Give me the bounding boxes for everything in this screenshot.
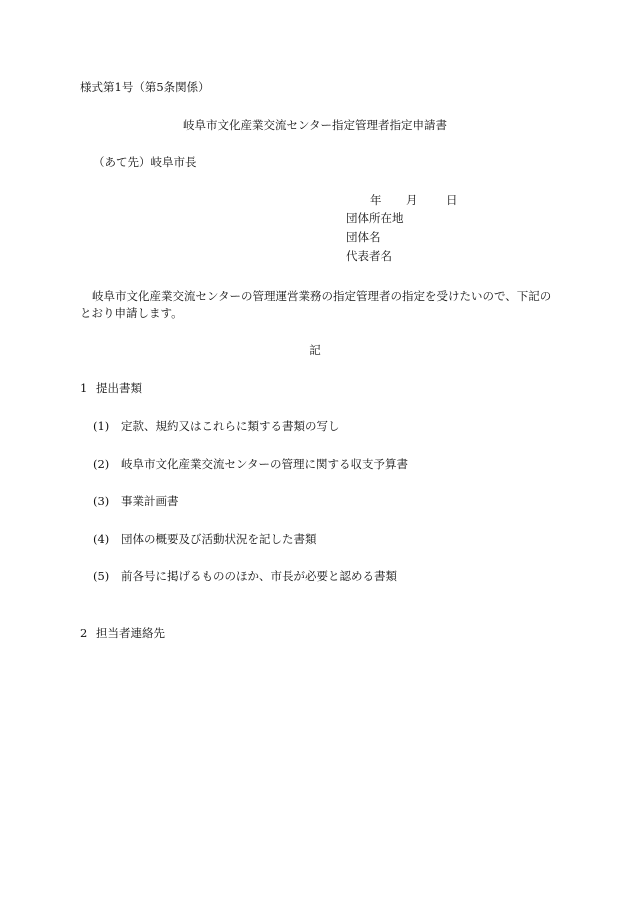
item-text: 定款、規約又はこれらに類する書類の写し	[121, 419, 340, 433]
date-year-label: 年	[370, 193, 382, 207]
list-item	[93, 570, 397, 584]
list-item	[93, 533, 317, 547]
list-item	[93, 458, 408, 472]
section-number: 1	[80, 381, 88, 395]
section-title: 提出書類	[96, 381, 142, 395]
application-statement: 岐阜市文化産業交流センターの管理運営業務の指定管理者の指定を受けたいので、下記のとおり申請します。	[80, 289, 552, 320]
ki-heading: 記	[309, 343, 321, 357]
applicant-representative-label: 代表者名	[346, 249, 392, 263]
addressee: （あて先）岐阜市長	[93, 155, 197, 169]
section-heading-contact	[80, 627, 165, 641]
section-number: 2	[80, 626, 88, 640]
item-text: 事業計画書	[121, 494, 179, 508]
section-heading-documents	[80, 382, 142, 396]
date-month-label: 月	[406, 193, 418, 207]
document-title: 岐阜市文化産業交流センター指定管理者指定申請書	[182, 118, 448, 132]
item-number: (3)	[93, 494, 110, 508]
section-title: 担当者連絡先	[96, 626, 165, 640]
form-number: 様式第1号（第5条関係）	[80, 80, 210, 94]
item-number: (1)	[93, 419, 110, 433]
list-item	[93, 420, 340, 434]
item-text: 前各号に掲げるもののほか、市長が必要と認める書類	[121, 569, 397, 583]
item-number: (4)	[93, 532, 110, 546]
list-item	[93, 495, 179, 509]
applicant-name-label: 団体名	[346, 230, 381, 244]
item-number: (5)	[93, 569, 110, 583]
item-text: 岐阜市文化産業交流センターの管理に関する収支予算書	[121, 457, 409, 471]
date-line	[370, 194, 458, 208]
item-text: 団体の概要及び活動状況を記した書類	[121, 532, 317, 546]
date-day-label: 日	[446, 193, 458, 207]
applicant-address-label: 団体所在地	[346, 211, 404, 225]
item-number: (2)	[93, 457, 110, 471]
